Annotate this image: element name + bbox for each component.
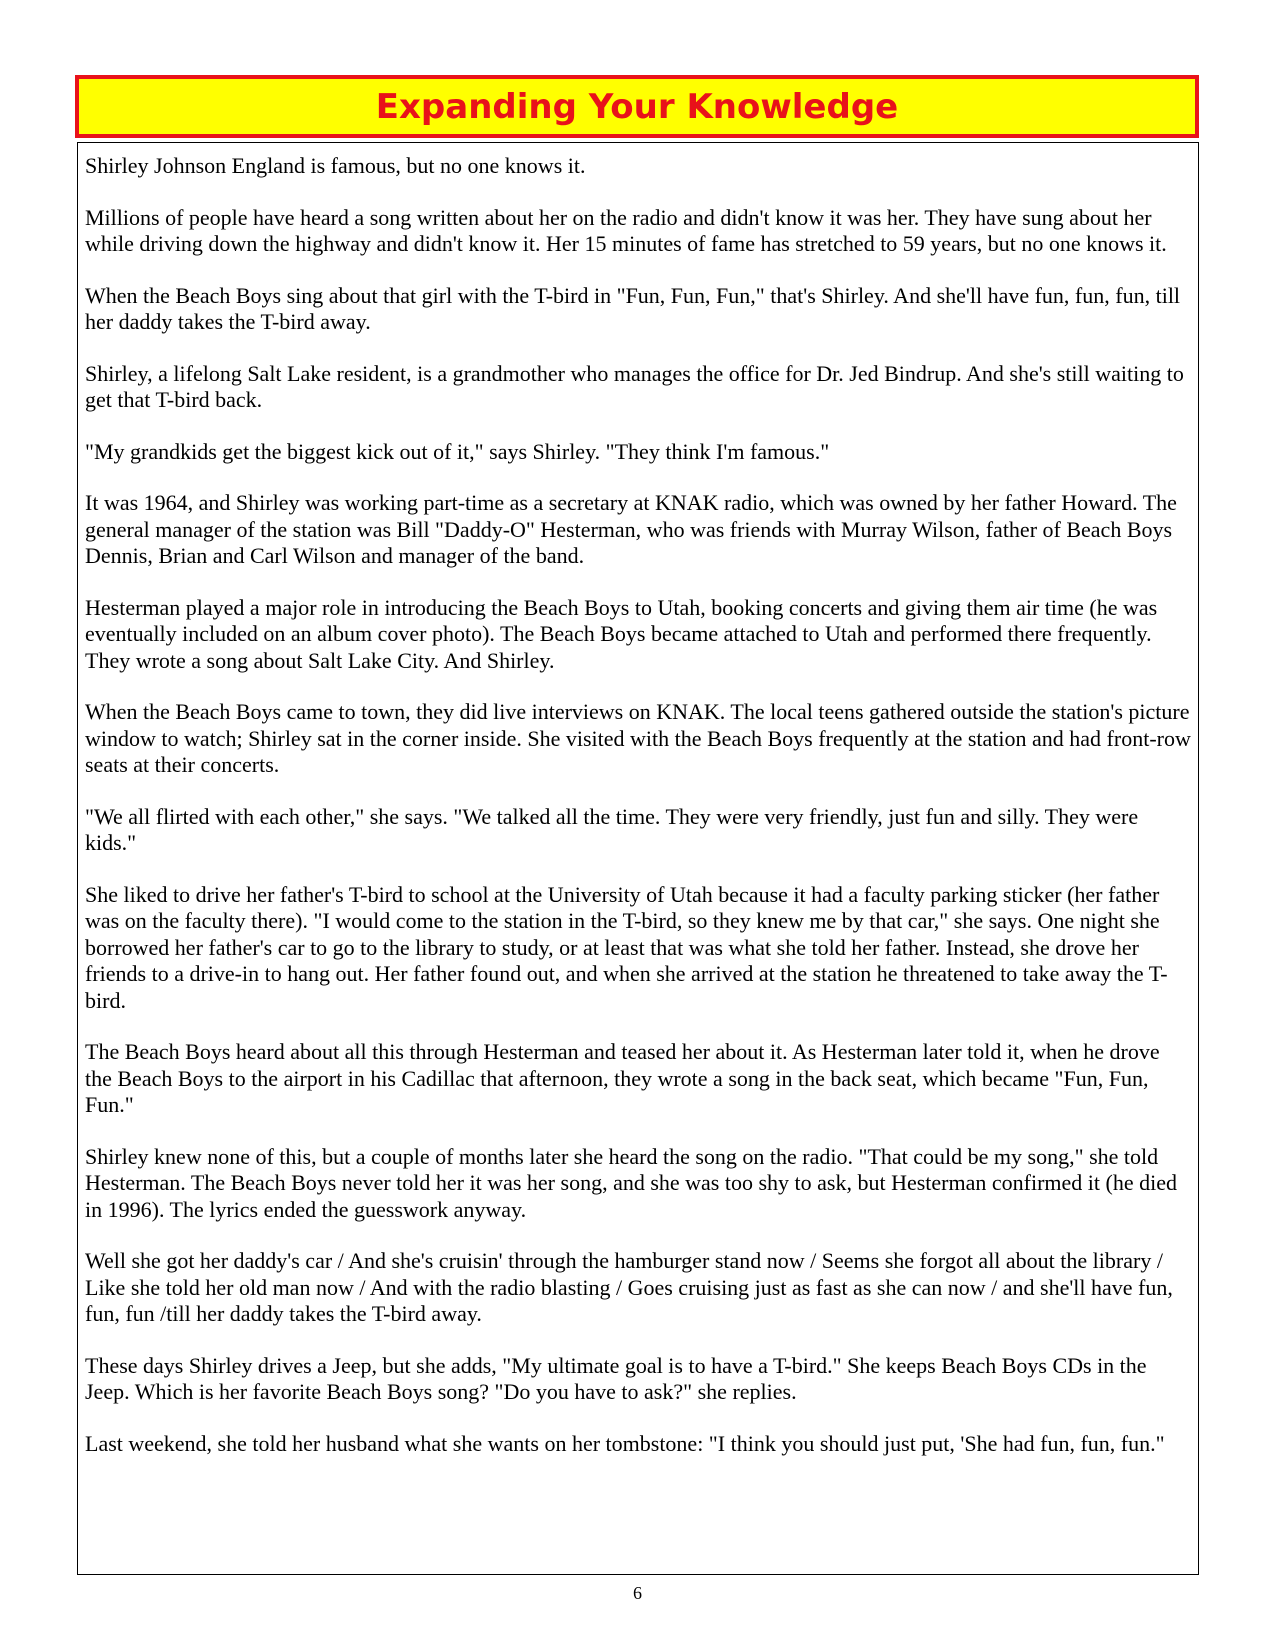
article-paragraph: Shirley Johnson England is famous, but no one knows it. xyxy=(85,153,586,178)
article-paragraph: Last weekend, she told her husband what she wants on her tombstone: "I think you should just put, 'She had fun, fun, fun." xyxy=(85,1430,1165,1456)
page-number: 6 xyxy=(633,1583,642,1603)
article-paragraph: These days Shirley drives a Jeep, but she adds, "My ultimate goal is to have a T-bird." She keeps Beach Boys CDs in the Jeep. Which is her favorite Beach Boys song? "Do you have to ask?" she replies. xyxy=(85,1352,1147,1404)
lyrics-paragraph: Well she got her daddy's car / And she's cruisin' through the hamburger stand now / Seems she forgot all about the library / Like she told her old man now / And with the radio blasting / Goes cruising just as fast as she can now / and she'll have fun, fun, fun /till her daddy takes the T-bird away. xyxy=(85,1248,1173,1326)
article-paragraph: Shirley knew none of this, but a couple of months later she heard the song on the radio. "That could be my song," she told Hesterman. The Beach Boys never told her it was her song, and she was too shy to ask, but Hesterman confirmed it (he died in 1996). The lyrics ended the guesswork anyway. xyxy=(85,1143,1177,1222)
page-title: Expanding Your Knowledge xyxy=(375,86,899,127)
article-paragraph: She liked to drive her father's T-bird to school at the University of Utah because it had a faculty parking sticker (her father was on the faculty there). "I would come to the station in the T-bird, so they knew me by that car," she says. One night she borrowed her father's car to go to the library to study, or at least that was what she told her father. Instead, she drove her friends to a drive-in to hang out. Her father found out, and when she arrived at the station he threatened to take away the T-bird. xyxy=(85,881,1168,1013)
article-box xyxy=(77,142,1199,1575)
article-paragraph: When the Beach Boys sing about that girl with the T-bird in "Fun, Fun, Fun," that's Shirley. And she'll have fun, fun, fun, till her daddy takes the T-bird away. xyxy=(85,282,1181,334)
article-paragraph: "My grandkids get the biggest kick out of it," says Shirley. "They think I'm famous." xyxy=(85,438,830,464)
article-paragraph: Shirley, a lifelong Salt Lake resident, is a grandmother who manages the office for Dr. Jed Bindrup. And she's still waiting to get that T-bird back. xyxy=(85,360,1184,412)
title-banner xyxy=(75,75,1199,138)
article-paragraph: Millions of people have heard a song written about her on the radio and didn't know it was her. They have sung about her while driving down the highway and didn't know it. Her 15 minutes of fame has stretched to 59 years, but no one knows it. xyxy=(85,204,1167,256)
article-paragraph: "We all flirted with each other," she says. "We talked all the time. They were very friendly, just fun and silly. They were kids." xyxy=(85,803,1139,855)
article-paragraph: When the Beach Boys came to town, they did live interviews on KNAK. The local teens gathered outside the station's picture window to watch; Shirley sat in the corner inside. She visited with the Beach Boys frequently at the station and had front-row seats at their concerts. xyxy=(85,699,1191,777)
article-paragraph: Hesterman played a major role in introducing the Beach Boys to Utah, booking concerts and giving them air time (he was eventually included on an album cover photo). The Beach Boys became attached to Utah and performed there frequently. They wrote a song about Salt Lake City. And Shirley. xyxy=(85,594,1158,673)
article-paragraph: It was 1964, and Shirley was working part-time as a secretary at KNAK radio, which was owned by her father Howard. The general manager of the station was Bill "Daddy-O" Hesterman, who was friends with Murray Wilson, father of Beach Boys Dennis, Brian and Carl Wilson and manager of the band. xyxy=(85,490,1177,568)
article-paragraph: The Beach Boys heard about all this through Hesterman and teased her about it. As Hesterman later told it, when he drove the Beach Boys to the airport in his Cadillac that afternoon, they wrote a song in the back seat, which became "Fun, Fun, Fun." xyxy=(85,1039,1160,1117)
